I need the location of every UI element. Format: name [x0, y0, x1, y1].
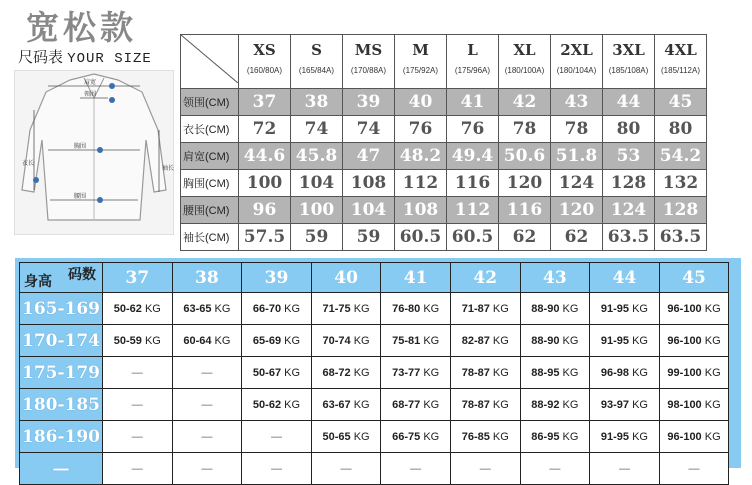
weight-unit: KG [353, 302, 370, 315]
weight-cell [659, 293, 729, 325]
weight-cell [590, 293, 660, 325]
size-header [291, 35, 343, 89]
weight-cell [450, 293, 520, 325]
measure-cell: 108 [395, 197, 447, 224]
weight-unit: KG [562, 430, 579, 443]
weight-cell [381, 421, 451, 453]
measure-cell: 76 [395, 116, 447, 143]
collar-size-header: 41 [381, 263, 451, 293]
weight-range: 96-98 [600, 366, 630, 379]
weight-cell-empty [381, 453, 451, 485]
measure-cell: 44.6 [239, 143, 291, 170]
size-spec: (180/104A) [556, 66, 597, 75]
measure-cell: 63.5 [655, 224, 707, 251]
empty-dash: — [618, 462, 630, 475]
collar-size-header: 37 [103, 263, 173, 293]
weight-range: 96-100 [667, 430, 702, 443]
measure-cell: 57.5 [239, 224, 291, 251]
size-label: 4XL [664, 41, 697, 59]
measure-cell: 128 [655, 197, 707, 224]
measure-cell: 76 [447, 116, 499, 143]
weight-unit: KG [423, 430, 440, 443]
weight-cell-empty [520, 453, 590, 485]
measure-cell: 48.2 [395, 143, 447, 170]
measure-cell: 41 [447, 89, 499, 116]
weight-cell [311, 357, 381, 389]
size-label: 2XL [560, 41, 593, 59]
measure-cell: 78 [551, 116, 603, 143]
weight-unit: KG [704, 430, 721, 443]
weight-range: 50-62 [252, 398, 282, 411]
weight-unit: KG [284, 398, 301, 411]
weight-unit: KG [704, 302, 721, 315]
measure-cell: 43 [551, 89, 603, 116]
weight-unit: KG [492, 398, 509, 411]
weight-range: 98-100 [667, 398, 702, 411]
table-row [181, 89, 707, 116]
weight-range: 75-81 [392, 334, 421, 347]
weight-unit: KG [492, 334, 509, 347]
weight-unit: KG [562, 398, 579, 411]
measure-cell: 42 [499, 89, 551, 116]
measure-cell: 39 [343, 89, 395, 116]
weight-range: 50-67 [252, 366, 282, 379]
weight-cell [450, 325, 520, 357]
corner-height-label: 身高 [24, 273, 52, 289]
subtitle-en: YOUR SIZE [67, 51, 152, 67]
row-label: 衣长(CM) [181, 116, 239, 143]
weight-cell-empty [172, 357, 242, 389]
size-spec: (170/88A) [350, 66, 387, 75]
weight-cell-empty [103, 453, 173, 485]
size-spec: (185/112A) [661, 66, 700, 75]
table-row [181, 197, 707, 224]
page-title: 宽松款 [26, 8, 137, 47]
measure-cell: 45 [655, 89, 707, 116]
empty-dash: — [270, 462, 282, 475]
weight-cell [659, 421, 729, 453]
size-header [343, 35, 395, 89]
weight-unit: KG [632, 398, 648, 411]
weight-range: 71-87 [461, 302, 490, 315]
label-chest: 胸围 [74, 143, 87, 150]
measure-cell: 63.5 [603, 224, 655, 251]
measure-cell: 74 [343, 116, 395, 143]
weight-unit: KG [353, 430, 370, 443]
weight-range: 60-64 [183, 334, 212, 347]
measure-cell: 124 [603, 197, 655, 224]
measure-cell: 108 [343, 170, 395, 197]
size-label: 3XL [612, 41, 645, 59]
empty-dash: — [131, 398, 143, 411]
weight-table-corner [20, 263, 103, 293]
label-sleeve: 袖长 [162, 165, 174, 172]
height-range: 175-179 [20, 357, 103, 389]
measure-cell: 100 [291, 197, 343, 224]
row-label: 袖长(CM) [181, 224, 239, 251]
weight-unit: KG [492, 366, 509, 379]
weight-unit: KG [562, 334, 579, 347]
height-range: 180-185 [20, 389, 103, 421]
weight-unit: KG [704, 366, 721, 379]
weight-range: 73-77 [392, 366, 421, 379]
table-row [20, 453, 729, 485]
table-row [20, 357, 729, 389]
weight-cell [311, 325, 381, 357]
measure-cell: 100 [239, 170, 291, 197]
weight-unit: KG [214, 334, 231, 347]
measure-cell: 51.8 [551, 143, 603, 170]
weight-cell-empty [103, 421, 173, 453]
weight-range: 88-90 [531, 334, 560, 347]
weight-unit: KG [632, 366, 648, 379]
weight-cell-empty [242, 421, 312, 453]
empty-dash: — [270, 430, 282, 443]
weight-cell [450, 389, 520, 421]
size-spec: (185/108A) [608, 66, 649, 75]
weight-cell [520, 325, 590, 357]
weight-range: 82-87 [461, 334, 490, 347]
empty-dash: — [549, 462, 561, 475]
weight-cell [381, 389, 451, 421]
weight-unit: KG [423, 302, 440, 315]
measure-cell: 78 [499, 116, 551, 143]
label-shoulder: 肩宽 [84, 79, 97, 86]
row-label: 腰围(CM) [181, 197, 239, 224]
empty-dash: — [201, 462, 213, 475]
weight-range: 96-100 [667, 334, 702, 347]
weight-cell-empty [172, 453, 242, 485]
measure-cell: 80 [655, 116, 707, 143]
measure-cell: 60.5 [395, 224, 447, 251]
weight-range: 63-65 [183, 302, 212, 315]
measure-cell: 49.4 [447, 143, 499, 170]
weight-unit: KG [423, 366, 440, 379]
measure-cell: 74 [291, 116, 343, 143]
weight-range: 99-100 [667, 366, 702, 379]
weight-cell [311, 389, 381, 421]
weight-cell [103, 325, 173, 357]
weight-range: 63-67 [322, 398, 351, 411]
weight-cell [172, 325, 242, 357]
weight-cell-empty [659, 453, 729, 485]
measure-cell: 59 [291, 224, 343, 251]
weight-cell [450, 357, 520, 389]
weight-unit: KG [492, 430, 509, 443]
weight-range: 71-75 [322, 302, 351, 315]
size-label: M [412, 41, 429, 59]
measure-cell: 116 [499, 197, 551, 224]
measure-cell: 60.5 [447, 224, 499, 251]
weight-cell [381, 293, 451, 325]
measure-cell: 112 [395, 170, 447, 197]
measure-cell: 124 [551, 170, 603, 197]
measure-cell: 128 [603, 170, 655, 197]
weight-unit: KG [423, 334, 440, 347]
weight-range: 91-95 [600, 302, 630, 315]
weight-range: 93-97 [600, 398, 630, 411]
empty-dash: — [131, 366, 143, 379]
size-header [447, 35, 499, 89]
measure-cell: 38 [291, 89, 343, 116]
collar-size-header: 38 [172, 263, 242, 293]
size-header [499, 35, 551, 89]
size-spec: (175/96A) [454, 66, 491, 75]
measure-cell: 72 [239, 116, 291, 143]
weight-range: 78-87 [461, 398, 490, 411]
size-label: XL [513, 41, 536, 59]
weight-range: 68-72 [322, 366, 351, 379]
size-header [239, 35, 291, 89]
measure-cell: 104 [291, 170, 343, 197]
empty-dash: — [688, 462, 700, 475]
weight-cell [659, 357, 729, 389]
row-label: 胸围(CM) [181, 170, 239, 197]
weight-cell-empty [103, 357, 173, 389]
weight-cell-empty [103, 389, 173, 421]
label-length: 衣长 [22, 160, 35, 167]
size-header [551, 35, 603, 89]
collar-size-header: 45 [659, 263, 729, 293]
corner-collar-label: 码数 [68, 266, 96, 282]
weight-unit: KG [704, 334, 721, 347]
weight-range: 91-95 [600, 334, 630, 347]
size-spec: (175/92A) [402, 66, 439, 75]
size-spec: (180/100A) [504, 66, 545, 75]
height-weight-table [19, 262, 729, 485]
weight-cell [242, 325, 312, 357]
empty-dash: — [131, 462, 143, 475]
weight-unit: KG [284, 366, 301, 379]
empty-dash: — [131, 430, 143, 443]
empty-dash: — [201, 366, 213, 379]
empty-dash: — [479, 462, 491, 475]
table-row [181, 170, 707, 197]
weight-range: 76-85 [461, 430, 490, 443]
weight-cell [242, 357, 312, 389]
measure-cell: 112 [447, 197, 499, 224]
subtitle-cn: 尺码表 [18, 49, 64, 66]
measure-cell: 47 [343, 143, 395, 170]
weight-cell [311, 421, 381, 453]
weight-cell-empty [242, 453, 312, 485]
weight-range: 68-77 [392, 398, 421, 411]
size-label: L [467, 41, 478, 59]
weight-unit: KG [144, 302, 161, 315]
label-collar: 领围 [84, 91, 97, 98]
weight-unit: KG [562, 302, 579, 315]
collar-size-header: 43 [520, 263, 590, 293]
weight-unit: KG [284, 302, 301, 315]
height-range: 186-190 [20, 421, 103, 453]
measure-cell: 62 [499, 224, 551, 251]
height-range: — [20, 453, 103, 485]
weight-cell [450, 421, 520, 453]
weight-range: 88-95 [531, 366, 560, 379]
weight-unit: KG [353, 398, 370, 411]
empty-dash: — [340, 462, 352, 475]
weight-cell [659, 325, 729, 357]
weight-unit: KG [214, 302, 231, 315]
measure-cell: 44 [603, 89, 655, 116]
measure-cell: 120 [499, 170, 551, 197]
weight-cell [590, 357, 660, 389]
weight-range: 86-95 [531, 430, 560, 443]
weight-cell [520, 357, 590, 389]
weight-cell-empty [450, 453, 520, 485]
weight-range: 66-75 [392, 430, 421, 443]
weight-cell [520, 389, 590, 421]
measure-cell: 40 [395, 89, 447, 116]
table-row [20, 389, 729, 421]
weight-cell [520, 293, 590, 325]
size-header [655, 35, 707, 89]
weight-cell [381, 357, 451, 389]
height-range: 170-174 [20, 325, 103, 357]
row-label: 领围(CM) [181, 89, 239, 116]
measure-cell: 80 [603, 116, 655, 143]
weight-range: 50-62 [113, 302, 142, 315]
weight-unit: KG [353, 366, 370, 379]
empty-dash: — [201, 398, 213, 411]
weight-cell [311, 293, 381, 325]
measure-cell: 45.8 [291, 143, 343, 170]
weight-range: 65-69 [252, 334, 282, 347]
measure-cell: 62 [551, 224, 603, 251]
weight-cell [590, 325, 660, 357]
size-header [395, 35, 447, 89]
weight-cell-empty [590, 453, 660, 485]
row-label: 肩宽(CM) [181, 143, 239, 170]
table-row [181, 143, 707, 170]
weight-unit: KG [632, 334, 648, 347]
size-label: S [311, 41, 322, 59]
measure-cell: 132 [655, 170, 707, 197]
weight-cell-empty [311, 453, 381, 485]
weight-unit: KG [704, 398, 721, 411]
table-row [181, 116, 707, 143]
table-row [20, 325, 729, 357]
size-chart-subtitle [18, 46, 152, 67]
height-range: 165-169 [20, 293, 103, 325]
weight-range: 50-59 [113, 334, 142, 347]
size-spec: (165/84A) [298, 66, 335, 75]
weight-unit: KG [423, 398, 440, 411]
weight-range: 50-65 [322, 430, 351, 443]
measure-cell: 50.6 [499, 143, 551, 170]
collar-size-header: 42 [450, 263, 520, 293]
weight-unit: KG [353, 334, 370, 347]
weight-range: 78-87 [461, 366, 490, 379]
weight-unit: KG [144, 334, 161, 347]
empty-dash: — [201, 430, 213, 443]
collar-size-header: 44 [590, 263, 660, 293]
weight-range: 91-95 [600, 430, 630, 443]
measure-cell: 54.2 [655, 143, 707, 170]
weight-range: 76-80 [392, 302, 421, 315]
size-spec: (160/80A) [246, 66, 283, 75]
measure-cell: 120 [551, 197, 603, 224]
table-row [20, 421, 729, 453]
measure-cell: 37 [239, 89, 291, 116]
weight-unit: KG [632, 430, 648, 443]
weight-cell [242, 389, 312, 421]
weight-cell [520, 421, 590, 453]
weight-range: 88-92 [531, 398, 560, 411]
table-corner [181, 35, 239, 89]
weight-unit: KG [562, 366, 579, 379]
weight-unit: KG [492, 302, 509, 315]
collar-size-header: 39 [242, 263, 312, 293]
size-measurement-table [180, 34, 707, 251]
collar-size-header: 40 [311, 263, 381, 293]
weight-cell [659, 389, 729, 421]
weight-cell-empty [172, 421, 242, 453]
weight-range: 96-100 [667, 302, 702, 315]
shirt-measurement-illustration [14, 70, 174, 235]
weight-cell [242, 293, 312, 325]
weight-cell [590, 389, 660, 421]
weight-range: 66-70 [252, 302, 282, 315]
measure-cell: 96 [239, 197, 291, 224]
measure-cell: 53 [603, 143, 655, 170]
table-row [181, 224, 707, 251]
weight-cell [172, 293, 242, 325]
weight-cell [103, 293, 173, 325]
weight-cell [381, 325, 451, 357]
measure-cell: 59 [343, 224, 395, 251]
measure-cell: 104 [343, 197, 395, 224]
weight-range: 88-90 [531, 302, 560, 315]
weight-unit: KG [632, 302, 648, 315]
size-header [603, 35, 655, 89]
table-row [20, 293, 729, 325]
weight-cell-empty [172, 389, 242, 421]
label-waist: 腰围 [74, 193, 87, 200]
weight-range: 70-74 [322, 334, 351, 347]
weight-unit: KG [284, 334, 301, 347]
empty-dash: — [410, 462, 422, 475]
weight-cell [590, 421, 660, 453]
size-label: XS [253, 41, 276, 59]
measure-cell: 116 [447, 170, 499, 197]
size-label: MS [354, 41, 383, 59]
